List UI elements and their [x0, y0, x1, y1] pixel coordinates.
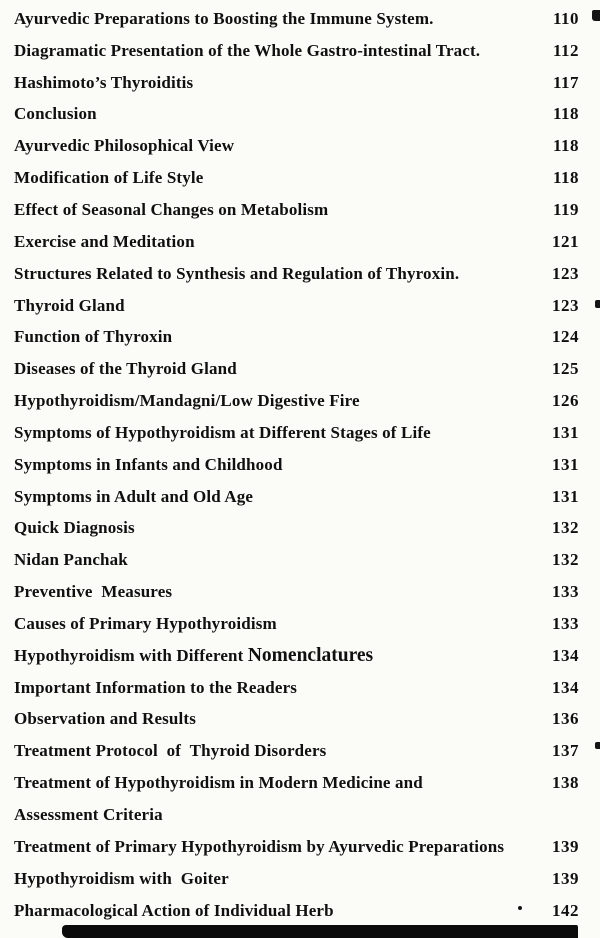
- toc-entry-page: 131: [552, 422, 579, 442]
- toc-entry: [14, 513, 579, 545]
- toc-entry-title-wrap: [14, 263, 459, 285]
- toc-entry-page: 133: [552, 582, 579, 602]
- toc-entry: [14, 576, 579, 608]
- toc-entry-title: Treatment Protocol of Thyroid Disorders: [14, 741, 327, 761]
- toc-entry: [14, 35, 579, 67]
- toc-entry-title: Function of Thyroxin: [14, 327, 173, 347]
- toc-entry-title: Symptoms of Hypothyroidism at Different Stages of Life: [14, 422, 431, 442]
- toc-entry-title-wrap: [14, 581, 172, 603]
- toc-entry-title: Hypothyroidism/Mandagni/Low Digestive Fire: [14, 391, 360, 411]
- toc-entry-title-wrap: [14, 8, 434, 30]
- toc-entry-page: 123: [552, 295, 579, 315]
- toc-entry-title-wrap: [14, 613, 277, 635]
- toc-entry-title: Ayurvedic Preparations to Boosting the Immune System.: [14, 8, 434, 28]
- toc-entry: [14, 130, 579, 162]
- toc-entry-title-wrap: [14, 167, 203, 189]
- toc-entry: [14, 194, 579, 226]
- toc-entry-title-wrap: [14, 517, 135, 539]
- toc-entry-title-wrap: [14, 231, 195, 253]
- toc-entry-title-wrap: [14, 836, 504, 858]
- toc-entry-title: Exercise and Meditation: [14, 231, 195, 251]
- toc-entry-title: Thyroid Gland: [14, 295, 125, 315]
- toc-entry-title: Modification of Life Style: [14, 168, 204, 188]
- toc-entry-title-wrap: [14, 868, 229, 890]
- toc-entry-title-wrap: [14, 72, 193, 94]
- toc-entry-title-wrap: [14, 645, 373, 667]
- toc-entry: [14, 672, 579, 704]
- toc-entry-title-wrap: [14, 900, 334, 922]
- toc-entry: [14, 863, 579, 895]
- toc-entry-title: Hypothyroidism with Goiter: [14, 868, 229, 888]
- toc-entry: [14, 385, 579, 417]
- toc-entry: [14, 895, 579, 927]
- toc-entry: [14, 417, 579, 449]
- toc-entry-page: 131: [552, 486, 579, 506]
- toc-entry-title: Pharmacological Action of Individual Herb: [14, 900, 334, 920]
- toc-entry-page: 125: [552, 359, 579, 379]
- toc-entry-page: 132: [552, 518, 579, 538]
- toc-entry: [14, 799, 579, 831]
- toc-entry: [14, 99, 579, 131]
- toc-entry: [14, 290, 579, 322]
- toc-entry-page: 126: [552, 391, 579, 411]
- toc-entry-title: Causes of Primary Hypothyroidism: [14, 613, 277, 633]
- toc-entry-title-wrap: [14, 677, 297, 699]
- scan-artifact: [518, 906, 522, 910]
- toc-entry-title-wrap: [14, 422, 431, 444]
- toc-entry-title: Symptoms in Infants and Childhood: [14, 454, 283, 474]
- toc-entry-title: Assessment Criteria: [14, 805, 163, 825]
- toc-entry-title-wrap: [14, 804, 163, 826]
- toc-entry-title: Quick Diagnosis: [14, 518, 135, 538]
- scan-artifact-bar: [62, 925, 578, 938]
- toc-entry: [14, 353, 579, 385]
- toc-entry-page: 139: [552, 836, 579, 856]
- toc-entry-page: 117: [552, 72, 579, 92]
- toc-entry: [14, 608, 579, 640]
- toc-entry-title-wrap: [14, 454, 283, 476]
- toc-entry-page: 134: [552, 645, 579, 665]
- toc-entry-title: Nidan Panchak: [14, 550, 128, 570]
- toc-entry-title: Treatment of Hypothyroidism in Modern Medicine and: [14, 773, 423, 793]
- toc-entry-title: Observation and Results: [14, 709, 196, 729]
- toc-entry-title-wrap: [14, 708, 196, 730]
- toc-entry: [14, 704, 579, 736]
- toc-entry-title: Treatment of Primary Hypothyroidism by Ayurvedic Preparations: [14, 836, 505, 856]
- toc-entry-title: Symptoms in Adult and Old Age: [14, 486, 254, 506]
- toc-entry-title: Conclusion: [14, 104, 97, 124]
- toc-entry: [14, 640, 579, 672]
- toc-entry: [14, 321, 579, 353]
- toc-entry-title: Structures Related to Synthesis and Regulation of Thyroxin.: [14, 263, 460, 283]
- toc-entry-page: 123: [552, 263, 579, 283]
- toc-entry: [14, 735, 579, 767]
- toc-entry-page: 110: [552, 8, 579, 28]
- toc-entry-page: 131: [552, 454, 579, 474]
- toc-entry: [14, 449, 579, 481]
- toc-entry-title: Ayurvedic Philosophical View: [14, 136, 235, 156]
- toc-entry-page: 119: [552, 199, 579, 219]
- toc-entry: [14, 162, 579, 194]
- toc-entry: [14, 481, 579, 513]
- toc-entry: [14, 767, 579, 799]
- toc-entry-page: 124: [552, 327, 579, 347]
- toc-entry-page: 118: [552, 136, 579, 156]
- toc-entry-title-wrap: [14, 295, 125, 317]
- toc-entry-page: 132: [552, 550, 579, 570]
- toc-entry-title-alt: Nomenclatures: [247, 644, 374, 666]
- toc-entry-title-wrap: [14, 358, 237, 380]
- toc-entry-title-wrap: [14, 740, 326, 762]
- toc-entry-title-wrap: [14, 103, 97, 125]
- toc-entry-title: Diseases of the Thyroid Gland: [14, 359, 237, 379]
- toc-entry-page: 112: [552, 40, 579, 60]
- toc-entry-page: 134: [552, 677, 579, 697]
- toc-entry-title-wrap: [14, 390, 360, 412]
- toc-entry-title: Hypothyroidism with Different: [14, 645, 248, 665]
- toc-entry-title-wrap: [14, 486, 253, 508]
- toc-entry-title-wrap: [14, 772, 423, 794]
- scan-artifact: [595, 742, 600, 749]
- scan-artifact: [592, 10, 600, 21]
- toc-entry-title: Preventive Measures: [14, 582, 173, 602]
- toc-entry-title-wrap: [14, 135, 234, 157]
- toc-entry-page: 121: [552, 231, 579, 251]
- toc-entry-title-wrap: [14, 199, 328, 221]
- toc-entry-title-wrap: [14, 326, 172, 348]
- toc-entry-page: 133: [552, 613, 579, 633]
- toc-entry: [14, 3, 579, 35]
- toc-entry-page: 137: [552, 741, 579, 761]
- toc-entry-title: Important Information to the Readers: [14, 677, 298, 697]
- toc-entry-title: Diagramatic Presentation of the Whole Gastro-intestinal Tract.: [14, 40, 481, 60]
- toc-entry-title-wrap: [14, 549, 128, 571]
- toc-entry-title-wrap: [14, 40, 480, 62]
- toc-entry-page: 139: [552, 868, 579, 888]
- toc-entry: [14, 544, 579, 576]
- toc-entry: [14, 226, 579, 258]
- toc-entry-page: 138: [552, 773, 579, 793]
- toc-entry-page: 142: [552, 900, 579, 920]
- toc-entry-title: Effect of Seasonal Changes on Metabolism: [14, 199, 329, 219]
- toc-entry: [14, 67, 579, 99]
- scan-artifact: [595, 300, 600, 308]
- toc-entry: [14, 258, 579, 290]
- toc-entry-page: 118: [552, 104, 579, 124]
- toc-entry-page: 136: [552, 709, 579, 729]
- toc-entry-page: 118: [552, 168, 579, 188]
- toc-entry: [14, 831, 579, 863]
- toc-entry-title: Hashimoto’s Thyroiditis: [14, 72, 194, 92]
